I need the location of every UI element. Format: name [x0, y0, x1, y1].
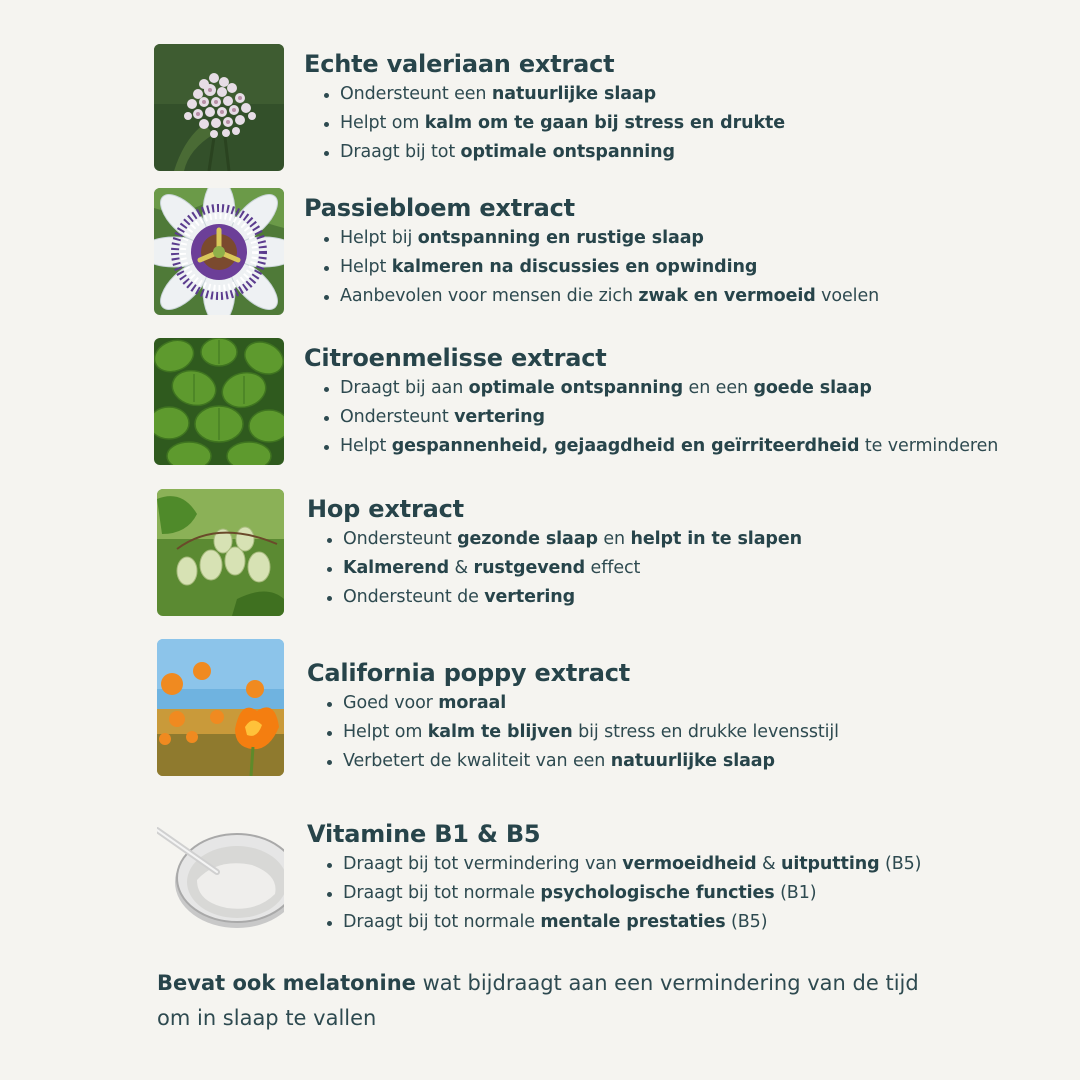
text: en: [597, 529, 631, 549]
bold-text: Kalmerend: [343, 558, 450, 578]
bold-text: optimale ontspanning: [468, 378, 684, 398]
text: Helpt om: [340, 113, 425, 133]
text: Ondersteunt de: [343, 587, 485, 607]
ingredient-bullets: [325, 689, 839, 776]
valerian-flower-image: [154, 44, 284, 171]
bullet-item: [322, 80, 785, 109]
bullet-item: [322, 282, 879, 311]
ingredient-bullets: [325, 525, 802, 612]
bullet-item: [322, 138, 785, 167]
text: Helpt bij: [340, 228, 418, 248]
ingredient-bullets: [322, 224, 879, 311]
vitamin-powder-dish-image: [157, 820, 284, 932]
text: Helpt: [340, 436, 392, 456]
bold-text: moraal: [438, 693, 507, 713]
text: &: [756, 854, 781, 874]
bold-text: zwak en vermoeid: [638, 286, 816, 306]
bold-text: kalm om te gaan bij stress en drukte: [424, 113, 786, 133]
text: (B1): [774, 883, 817, 903]
text: (B5): [879, 854, 922, 874]
bold-text: vertering: [484, 587, 576, 607]
text: en een: [683, 378, 754, 398]
ingredient-title: Citroenmelisse extract: [304, 344, 607, 372]
text: bij stress en drukke levensstijl: [572, 722, 839, 742]
bold-text: natuurlijke slaap: [491, 84, 657, 104]
text: Verbetert de kwaliteit van een: [343, 751, 611, 771]
bullet-item: [322, 109, 785, 138]
bullet-item: [325, 908, 921, 937]
text: &: [449, 558, 474, 578]
ingredient-title: California poppy extract: [307, 659, 631, 687]
text: Aanbevolen voor mensen die zich: [340, 286, 639, 306]
bullet-item: [325, 689, 839, 718]
bullet-item: [325, 554, 802, 583]
bullet-item: [322, 253, 879, 282]
ingredient-title: Hop extract: [307, 495, 464, 523]
bold-text: rustgevend: [473, 558, 586, 578]
text: Draagt bij tot vermindering van: [343, 854, 623, 874]
bold-text: optimale ontspanning: [460, 142, 675, 162]
text: voelen: [815, 286, 880, 306]
bullet-item: [325, 718, 839, 747]
passionflower-image: [154, 188, 284, 315]
bold-text: helpt in te slapen: [630, 529, 802, 549]
bold-text: kalm te blijven: [427, 722, 573, 742]
ingredient-title: Vitamine B1 & B5: [307, 820, 541, 848]
text: Goed voor: [343, 693, 439, 713]
ingredient-title: Passiebloem extract: [304, 194, 575, 222]
bullet-item: [322, 224, 879, 253]
california-poppy-image: [157, 639, 284, 776]
text: Draagt bij tot: [340, 142, 461, 162]
bold-text: gespannenheid, gejaagdheid en geïrriteerdheid: [391, 436, 860, 456]
ingredient-title: Echte valeriaan extract: [304, 50, 615, 78]
text: Ondersteunt: [343, 529, 458, 549]
text: Ondersteunt een: [340, 84, 492, 104]
text: wat bijdraagt aan een vermindering van de tijd om in slaap te vallen: [157, 971, 919, 1030]
bullet-item: [322, 432, 998, 461]
bold-text: gezonde slaap: [457, 529, 598, 549]
hops-image: [157, 489, 284, 616]
text: Draagt bij tot normale: [343, 912, 541, 932]
ingredient-bullets: [322, 80, 785, 167]
ingredient-bullets: [325, 850, 921, 937]
bullet-item: [325, 879, 921, 908]
bold-text: natuurlijke slaap: [610, 751, 775, 771]
bullet-item: [325, 583, 802, 612]
text: (B5): [725, 912, 768, 932]
bold-text: vermoeidheid: [622, 854, 757, 874]
bold-text: Bevat ook melatonine: [157, 971, 416, 995]
bullet-item: [322, 374, 998, 403]
bullet-item: [325, 850, 921, 879]
bullet-item: [322, 403, 998, 432]
text: Draagt bij tot normale: [343, 883, 541, 903]
bold-text: mentale prestaties: [540, 912, 726, 932]
melatonin-note: [157, 966, 957, 1036]
text: Ondersteunt: [340, 407, 455, 427]
text: Draagt bij aan: [340, 378, 469, 398]
bold-text: kalmeren na discussies en opwinding: [391, 257, 758, 277]
text: Helpt: [340, 257, 392, 277]
bold-text: ontspanning en rustige slaap: [417, 228, 704, 248]
bold-text: uitputting: [780, 854, 880, 874]
bullet-item: [325, 747, 839, 776]
text: effect: [585, 558, 641, 578]
bold-text: vertering: [454, 407, 545, 427]
text: Helpt om: [343, 722, 428, 742]
bullet-item: [325, 525, 802, 554]
lemon-balm-leaves-image: [154, 338, 284, 465]
ingredient-bullets: [322, 374, 998, 461]
bold-text: goede slaap: [753, 378, 872, 398]
bold-text: psychologische functies: [540, 883, 775, 903]
text: te verminderen: [859, 436, 999, 456]
